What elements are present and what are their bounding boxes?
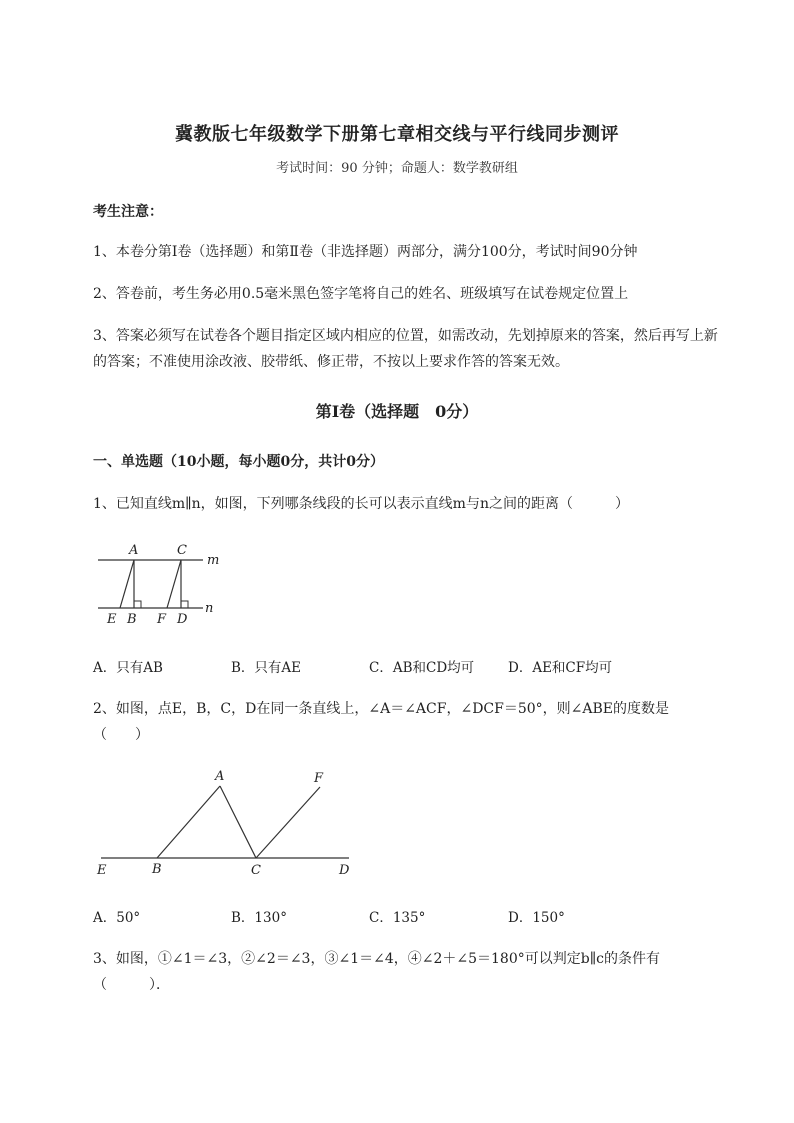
notice-item-3: 3、答案必须写在试卷各个题目指定区域内相应的位置，如需改动，先划掉原来的答案，然后再写上新: [93, 328, 718, 344]
question-1-option-c[interactable]: C．AB和CD均可: [369, 660, 475, 676]
question-2-option-d[interactable]: D．150°: [508, 910, 565, 926]
question-1-option-a[interactable]: A．只有AB: [93, 660, 163, 676]
question-3-stem: 3、如图，①∠1＝∠3，②∠2＝∠3，③∠1＝∠4，④∠2＋∠5＝180°可以判定b∥c的条件有: [93, 951, 660, 967]
question-2-option-a[interactable]: A．50°: [93, 910, 141, 926]
exam-info: 考试时间：90 分钟；命题人：数学教研组: [276, 161, 518, 176]
question-2-figure: [93, 766, 363, 882]
q2-label-A: A: [215, 769, 225, 784]
q2-label-C: C: [251, 863, 261, 878]
section-title: 第Ⅰ卷（选择题 0分）: [315, 402, 479, 421]
q1-label-B: B: [127, 612, 137, 627]
notice-item-2: 2、答卷前，考生务必用0.5毫米黑色签字笔将自己的姓名、班级填写在试卷规定位置上: [93, 286, 629, 302]
q1-label-D: D: [177, 612, 188, 627]
page-title: 冀教版七年级数学下册第七章相交线与平行线同步测评: [175, 124, 619, 145]
q1-label-m: m: [207, 553, 220, 568]
q2-label-E: E: [97, 863, 107, 878]
question-1-option-d[interactable]: D．AE和CF均可: [508, 660, 613, 676]
q2-label-B: B: [152, 862, 162, 877]
notice-heading: 考生注意：: [93, 204, 163, 220]
q1-label-n: n: [205, 601, 214, 616]
question-1-stem: 1、已知直线m∥n，如图，下列哪条线段的长可以表示直线m与n之间的距离（ ）: [93, 496, 629, 512]
part-heading: 一、单选题（10小题，每小题0分，共计0分）: [93, 454, 384, 470]
notice-item-1: 1、本卷分第Ⅰ卷（选择题）和第Ⅱ卷（非选择题）两部分，满分100分，考试时间90分钟: [93, 244, 638, 260]
q1-label-A: A: [129, 543, 139, 558]
question-1-figure: [93, 538, 233, 630]
q2-label-D: D: [339, 863, 350, 878]
question-2-stem-cont: （ ）: [93, 727, 149, 743]
question-2-option-b[interactable]: B．130°: [231, 910, 287, 926]
q1-label-F: F: [157, 612, 167, 627]
question-2-option-c[interactable]: C．135°: [369, 910, 426, 926]
q2-label-F: F: [314, 771, 324, 786]
q1-label-E: E: [107, 612, 117, 627]
notice-item-3-cont: 的答案；不准使用涂改液、胶带纸、修正带，不按以上要求作答的答案无效。: [93, 354, 569, 370]
q1-label-C: C: [177, 543, 187, 558]
question-2-stem: 2、如图，点E，B，C，D在同一条直线上，∠A＝∠ACF，∠DCF＝50°，则∠ABE的度数是: [93, 701, 670, 717]
question-3-stem-cont: （ ）．: [93, 977, 170, 993]
question-1-option-b[interactable]: B．只有AE: [231, 660, 302, 676]
